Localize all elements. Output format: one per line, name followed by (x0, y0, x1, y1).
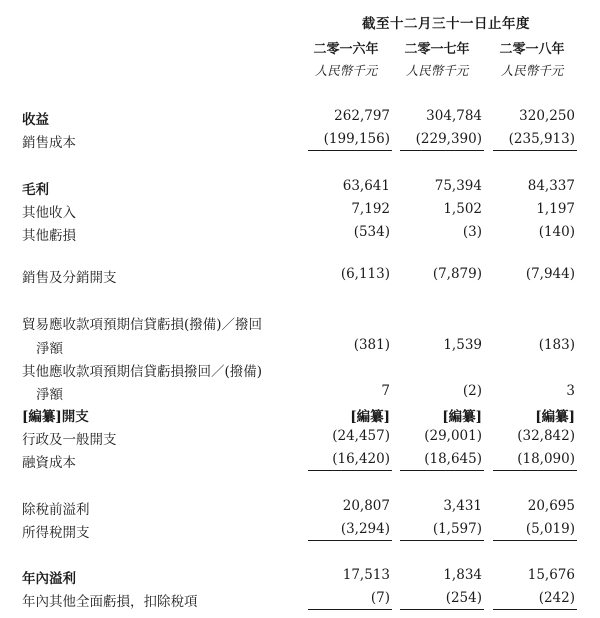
value-cell-col2: (7,879) (432, 266, 482, 282)
unit-label-2017: 人民幣千元 (405, 63, 469, 78)
value-cell-col3: 3 (566, 383, 575, 399)
value-cell-col1: 63,641 (342, 178, 390, 194)
subtotal-rule (493, 470, 577, 471)
unit-label-2016: 人民幣千元 (314, 63, 378, 78)
row-label: 貿易應收款項預期信貸虧損(撥備)／撥回 (22, 317, 263, 333)
value-cell-col1: (3,294) (340, 521, 390, 537)
value-cell-col3: 320,250 (519, 108, 575, 124)
row-label: 年內其他全面虧損，扣除稅項 (22, 594, 198, 610)
value-cell-col1: 7,192 (351, 201, 390, 217)
subtotal-rule (493, 540, 577, 541)
subtotal-rule (308, 150, 392, 151)
value-cell-col1: (16,420) (332, 451, 390, 467)
row-label: 淨額 (36, 387, 63, 403)
row-label: 銷售及分銷開支 (22, 270, 117, 286)
value-cell-col3: 15,676 (527, 567, 575, 583)
subtotal-rule (493, 609, 577, 610)
value-cell-col1: 262,797 (334, 108, 390, 124)
value-cell-col1: [編纂] (350, 409, 390, 425)
value-cell-col3: (235,913) (508, 131, 575, 147)
value-cell-col2: 1,502 (443, 201, 482, 217)
row-label: 其他應收款項預期信貸虧損撥回／(撥備) (22, 364, 263, 380)
value-cell-col3: [編纂] (535, 409, 575, 425)
subtotal-rule (493, 150, 577, 151)
row-label: 其他收入 (22, 205, 76, 221)
value-cell-col3: 20,695 (527, 498, 575, 514)
row-label: 銷售成本 (22, 135, 76, 151)
value-cell-col2: 75,394 (434, 178, 482, 194)
row-label: 其他虧損 (22, 228, 76, 244)
unit-label-2018: 人民幣千元 (500, 63, 564, 78)
value-cell-col2: 1,539 (443, 337, 482, 353)
row-label: 所得稅開支 (22, 525, 90, 541)
value-cell-col3: (7,944) (525, 266, 575, 282)
value-cell-col2: (1,597) (432, 521, 482, 537)
value-cell-col1: (199,156) (323, 131, 390, 147)
subtotal-rule (400, 540, 484, 541)
value-cell-col2: 1,834 (443, 567, 482, 583)
value-cell-col2: 3,431 (443, 498, 482, 514)
row-label: 行政及一般開支 (22, 432, 117, 448)
subtotal-rule (308, 540, 392, 541)
row-label: [編纂]開支 (22, 409, 89, 425)
value-cell-col3: (242) (538, 590, 575, 606)
value-cell-col2: (3) (462, 224, 482, 240)
value-cell-col1: (534) (353, 224, 390, 240)
subtotal-rule (308, 470, 392, 471)
row-label: 融資成本 (22, 455, 76, 471)
value-cell-col3: (18,090) (517, 451, 575, 467)
period-header: 截至十二月三十一日止年度 (362, 16, 530, 32)
value-cell-col2: (229,390) (415, 131, 482, 147)
value-cell-col2: [編纂] (442, 409, 482, 425)
value-cell-col1: (6,113) (340, 266, 390, 282)
value-cell-col1: (7) (370, 590, 390, 606)
value-cell-col2: (29,001) (424, 428, 482, 444)
value-cell-col1: (381) (353, 337, 390, 353)
subtotal-rule (400, 609, 484, 610)
value-cell-col3: (5,019) (525, 521, 575, 537)
year-header-2016: 二零一六年 (313, 42, 379, 57)
value-cell-col3: (183) (538, 337, 575, 353)
year-header-2018: 二零一八年 (499, 42, 565, 57)
value-cell-col2: 304,784 (426, 108, 482, 124)
row-label: 年內溢利 (22, 571, 76, 587)
subtotal-rule (400, 470, 484, 471)
value-cell-col2: (18,645) (424, 451, 482, 467)
subtotal-rule (308, 609, 392, 610)
value-cell-col1: 7 (381, 383, 390, 399)
row-label: 淨額 (36, 341, 63, 357)
subtotal-rule (400, 150, 484, 151)
value-cell-col2: (254) (445, 590, 482, 606)
value-cell-col2: (2) (462, 383, 482, 399)
value-cell-col3: 1,197 (536, 201, 575, 217)
value-cell-col1: 20,807 (342, 498, 390, 514)
value-cell-col1: 17,513 (342, 567, 390, 583)
value-cell-col3: (140) (538, 224, 575, 240)
row-label: 毛利 (22, 182, 49, 198)
value-cell-col3: (32,842) (517, 428, 575, 444)
value-cell-col1: (24,457) (332, 428, 390, 444)
year-header-2017: 二零一七年 (404, 42, 470, 57)
row-label: 除稅前溢利 (22, 502, 90, 518)
row-label: 收益 (22, 112, 49, 128)
value-cell-col3: 84,337 (527, 178, 575, 194)
